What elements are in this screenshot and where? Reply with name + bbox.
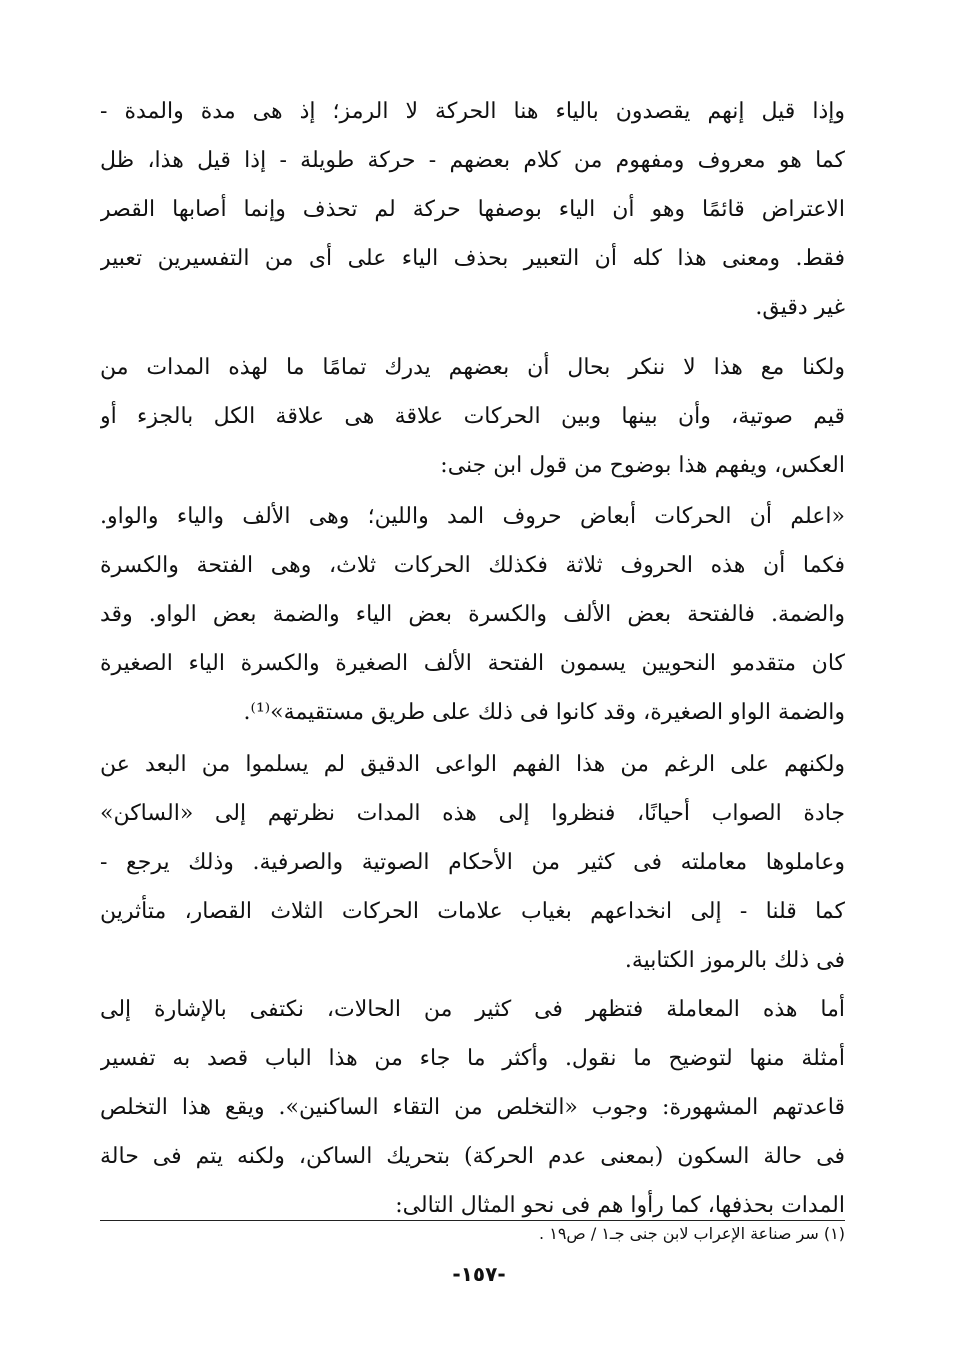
text-line: «اعلم أن الحركات أبعاض حروف المد واللين؛ وهى الألف والياء والواو. — [100, 504, 845, 529]
footnote-divider — [100, 1220, 845, 1221]
text-line: قيم صوتية، وأن بينها وبين الحركات علاقة هى علاقة الكل بالجزء أو — [100, 404, 845, 429]
text-line: جادة الصواب أحيانًا، فنظروا إلى هذه المدات نظرتهم إلى «الساكن» — [100, 801, 845, 826]
text-line: غير دقيق. — [755, 295, 845, 320]
text-line: فى حالة السكون (بمعنى عدم الحركة) بتحريك الساكن، ولكنه يتم فى حالة — [100, 1144, 845, 1169]
text-line: قاعدتهم المشهورة: وجوب «التخلص من التقاء الساكنين». ويقع هذا التخلص — [100, 1095, 845, 1120]
text-line: وعاملوها معاملته فى كثير من الأحكام الصوتية والصرفية. وذلك يرجع - — [100, 850, 845, 875]
text-line: ولكنا مع هذا لا ننكر بحال أن بعضهم يدرك تمامًا ما لهذه المدات من — [100, 355, 845, 380]
text-line: أمثلة منها لتوضيح ما نقول. وأكثر ما جاء من هذا الباب قصد به تفسير — [100, 1046, 845, 1071]
text-line: كما قلنا - إلى انخداعهم بغياب علامات الحركات الثلاث القصار، متأثرين — [100, 899, 845, 924]
page-number: -١٥٧- — [452, 1262, 506, 1286]
footnote: (١) سر صناعة الإعراب لابن جنى جـ١ / ص١٩ . — [539, 1224, 845, 1243]
text-line: كان متقدمو النحويين يسمون الفتحة الألف الصغيرة والكسرة الياء الصغيرة — [100, 651, 845, 676]
paragraph-1 — [100, 87, 845, 332]
paragraph-5 — [100, 985, 845, 1230]
text-line: ولكنهم على الرغم من هذا الفهم الواعى الدقيق لم يسلموا من البعد عن — [100, 752, 845, 777]
text-line: فقط. ومعنى هذا كله أن التعبير بحذف الياء على أى من التفسيرين تعبير — [100, 246, 845, 271]
text-line: فكما أن هذه الحروف ثلاثة فكذلك الحركات ثلاث، وهى الفتحة والكسرة — [100, 553, 845, 578]
text-line: الاعتراض قائمًا وهو أن الياء بوصفها حركة لم تحذف وإنما أصابها القصر — [100, 197, 845, 222]
text-line: العكس، ويفهم هذا بوضوح من قول ابن جنى: — [440, 453, 845, 478]
text-line: فى ذلك بالرموز الكتابية. — [624, 948, 845, 973]
text-line: والضمة. فالفتحة بعض الألف والكسرة بعض الياء والضمة بعض الواو. وقد — [100, 602, 845, 627]
text-line: المدات بحذفها، كما رأوا هم فى نحو المثال التالى: — [395, 1193, 845, 1218]
text-line: كما هو معروف ومفهوم من كلام بعضهم - حركة طويلة - إذا قيل هذا، ظل — [100, 148, 845, 173]
paragraph-4 — [100, 740, 845, 985]
text-line: والضمة الواو الصغيرة، وقد كانوا فى ذلك على طريق مستقيمة»⁽¹⁾. — [243, 700, 845, 725]
text-line: أما هذه المعاملة فتظهر فى كثير من الحالات، نكتفى بالإشارة إلى — [100, 997, 845, 1022]
text-line: وإذا قيل إنهم يقصدون بالياء هنا الحركة لا الرمز؛ إذ هى مدة والمدة - — [100, 99, 845, 124]
paragraph-3-quote — [100, 492, 845, 737]
paragraph-2 — [100, 343, 845, 490]
